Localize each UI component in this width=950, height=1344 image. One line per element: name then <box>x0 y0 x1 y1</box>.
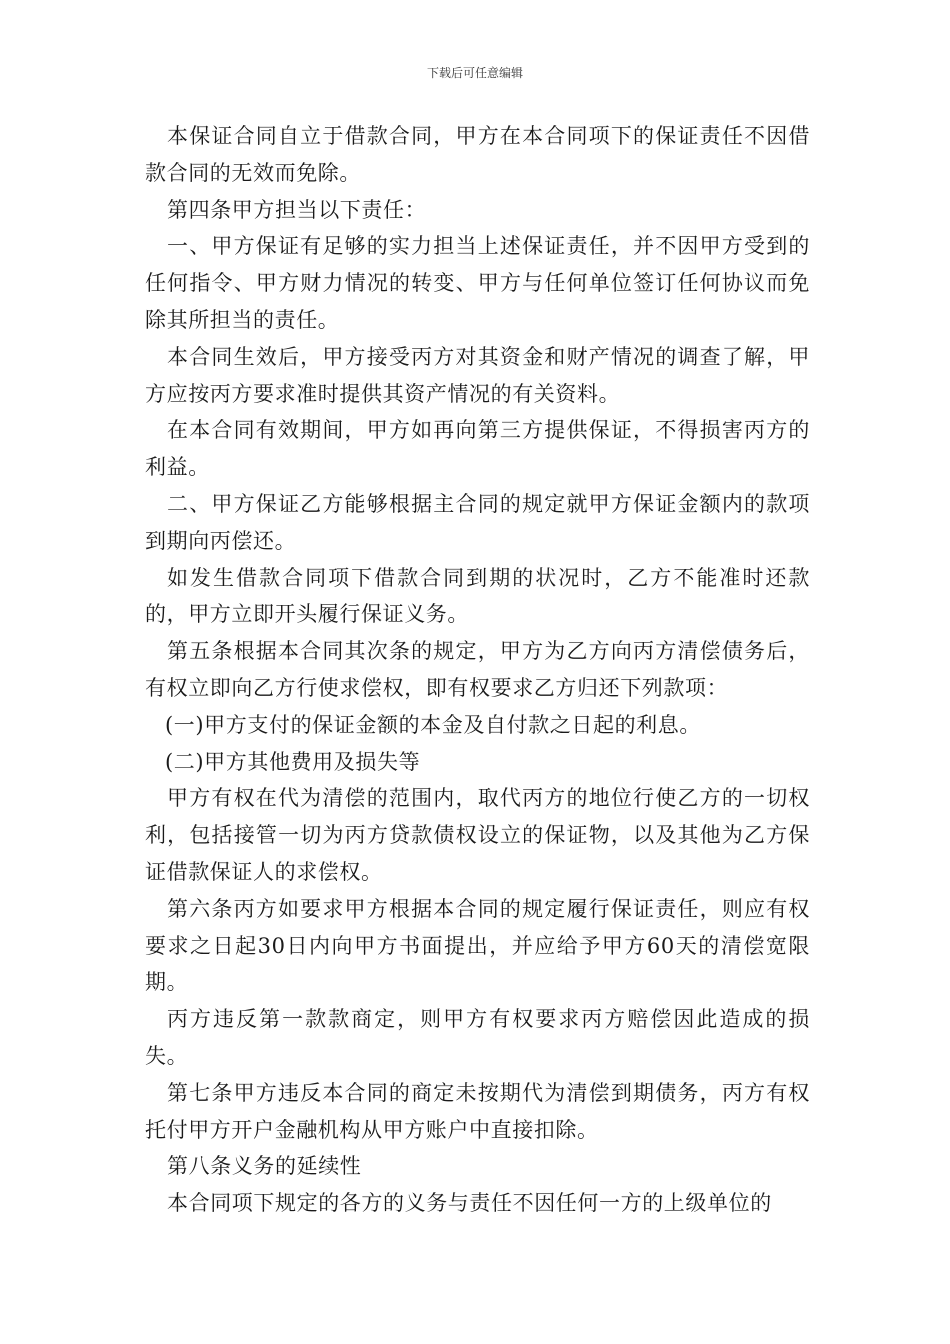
paragraph-item-1: (一)甲方支付的保证金额的本金及自付款之日起的利息。 <box>165 712 701 737</box>
paragraph-independence: 本保证合同自立于借款合同，甲方在本合同项下的保证责任不因借款合同的无效而免除。 <box>145 124 810 185</box>
paragraph-article-6: 第六条丙方如要求甲方根据本合同的规定履行保证责任，则应有权要求之日起30日内向甲方书面提出，并应给予甲方60天的清偿宽限期。 <box>145 896 810 995</box>
paragraph-subrogation: 甲方有权在代为清偿的范围内，取代丙方的地位行使乙方的一切权利，包括接管一切为丙方贷款债权设立的保证物，以及其他为乙方保证借款保证人的求偿权。 <box>145 786 810 884</box>
paragraph-continuity: 本合同项下规定的各方的义务与责任不因任何一方的上级单位的 <box>167 1191 772 1216</box>
paragraph-investigation: 本合同生效后，甲方接受丙方对其资金和财产情况的调查了解，甲方应按丙方要求准时提供其资产情况的有关资料。 <box>145 344 810 406</box>
document-body <box>145 118 810 1222</box>
paragraph-article-8: 第八条义务的延续性 <box>167 1154 362 1179</box>
paragraph-item-2: (二)甲方其他费用及损失等 <box>165 749 421 774</box>
paragraph-article-5: 第五条根据本合同其次条的规定，甲方为乙方向丙方清偿债务后，有权立即向乙方行使求偿权，即有权要求乙方归还下列款项： <box>145 639 810 700</box>
paragraph-default: 如发生借款合同项下借款合同到期的状况时，乙方不能准时还款的，甲方立即开头履行保证义务。 <box>145 565 810 627</box>
paragraph-repayment-guarantee: 二、甲方保证乙方能够根据主合同的规定就甲方保证金额内的款项到期向丙偿还。 <box>145 491 810 553</box>
paragraph-third-party: 在本合同有效期间，甲方如再向第三方提供保证，不得损害丙方的利益。 <box>145 418 810 480</box>
paragraph-article-4: 第四条甲方担当以下责任： <box>167 197 427 222</box>
page-header: 下载后可任意编辑 <box>426 66 523 80</box>
paragraph-article-7: 第七条甲方违反本合同的商定未按期代为清偿到期债务，丙方有权托付甲方开户金融机构从甲方账户中直接扣除。 <box>145 1080 810 1142</box>
paragraph-guarantee-capacity: 一、甲方保证有足够的实力担当上述保证责任，并不因甲方受到的任何指令、甲方财力情况的转变、甲方与任何单位签订任何协议而免除其所担当的责任。 <box>145 234 810 332</box>
paragraph-breach: 丙方违反第一款款商定，则甲方有权要求丙方赔偿因此造成的损失。 <box>145 1007 810 1068</box>
